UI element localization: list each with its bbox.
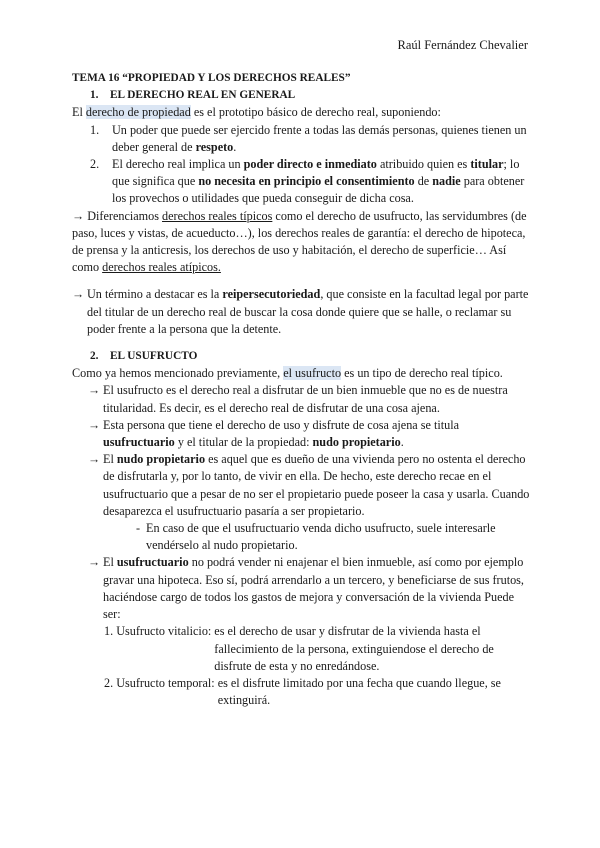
section-1-heading bbox=[72, 87, 532, 104]
author-name: Raúl Fernández Chevalier bbox=[397, 38, 528, 52]
document-title: TEMA 16 “PROPIEDAD Y LOS DERECHOS REALES” bbox=[72, 72, 351, 84]
bullet-item bbox=[88, 451, 532, 520]
list-text: El derecho real implica un poder directo e inmediato atribuido quien es titular; lo que significa que no necesita en principio el consentimiento de nadie para obtener los provechos o utilidades que pueda conseguir de dicha cosa. bbox=[112, 157, 525, 206]
usufruct-type-label: 1. Usufructo vitalicio: bbox=[104, 624, 212, 639]
section-2-number: 2. bbox=[90, 350, 99, 363]
underlined-term: derechos reales típicos bbox=[162, 208, 273, 223]
list-number: 2. bbox=[90, 157, 100, 172]
bullet-text: El usufructo es el derecho real a disfrutar de un bien inmueble que no es de nuestra titularidad. Es decir, es el derecho real de disfrutar de una cosa ajena. bbox=[103, 383, 508, 415]
list-text: Un poder que puede ser ejercido frente a todas las demás personas, quienes tienen un deber general de respeto. bbox=[112, 122, 527, 154]
arrow-icon: → bbox=[88, 452, 101, 467]
usufruct-type-item bbox=[104, 623, 532, 675]
dash-item bbox=[136, 520, 532, 554]
bullet-item bbox=[88, 417, 532, 451]
arrow-icon: → bbox=[88, 383, 101, 398]
list-number: 1. bbox=[90, 122, 100, 137]
section-2-heading bbox=[72, 348, 532, 365]
dash-text: En caso de que el usufructuario venda dicho usufructo, suele interesarle vendérselo al nudo propietario. bbox=[146, 521, 496, 553]
usufruct-type-text: es el disfrute limitado por una fecha que cuando llegue, se extinguirá. bbox=[217, 675, 501, 708]
bullet-text: Esta persona que tiene el derecho de uso y disfrute de cosa ajena se titula usufructuario y el titular de la propiedad: nudo propietario. bbox=[103, 417, 460, 450]
underlined-term: derechos reales atípicos. bbox=[102, 260, 221, 275]
usufruct-type-item bbox=[104, 675, 532, 709]
highlighted-term: derecho de propiedad bbox=[85, 105, 191, 120]
usufruct-type-text: es el derecho de usar y disfrutar de la vivienda hasta el fallecimiento de la persona, extinguiendose el derecho de disfrute de esta y no enredándose. bbox=[214, 624, 494, 673]
dash-icon: - bbox=[136, 521, 141, 536]
reipersecutoriedad-paragraph: → Un término a destacar es la reipersecutoriedad, que consiste en la facultad legal por parte del titular de un derecho real de buscar la cosa donde quiere que se halle, o reclamar su poder frente a la persona que la detente. bbox=[72, 286, 532, 338]
section-1-intro bbox=[72, 104, 532, 121]
highlighted-term: el usufructo bbox=[283, 366, 342, 381]
arrow-icon: → bbox=[72, 208, 85, 223]
list-item bbox=[90, 122, 532, 156]
section-2-title: EL USUFRUCTO bbox=[110, 350, 198, 363]
section-1-number: 1. bbox=[90, 89, 99, 102]
diff-paragraph: → Diferenciamos derechos reales típicos como el derecho de usufructo, las servidumbres (de paso, luces y vistas, de acueducto…), los derechos reales de garantía: el derecho de hipoteca, de prensa y la anticresis, los derechos de uso y habitación, el derecho de superficie… Así como derechos reales atípicos. bbox=[72, 208, 527, 275]
bullet-text: El usufructuario no podrá vender ni enajenar el bien inmueble, así como por ejemplo gravar una hipoteca. Eso sí, podrá arrendarlo a un tercero, y beneficiarse de sus frutos, haciéndose cargo de todos los gastos de mejora y conversación de la vivienda Puede ser: bbox=[103, 555, 524, 622]
section-2-intro: Como ya hemos mencionado previamente, el usufructo es un tipo de derecho real típico. bbox=[72, 366, 503, 381]
bullet-item bbox=[88, 554, 532, 623]
list-item bbox=[90, 156, 532, 208]
section-1-title: EL DERECHO REAL EN GENERAL bbox=[110, 89, 296, 102]
arrow-icon: → bbox=[72, 287, 85, 302]
bullet-item bbox=[88, 382, 532, 416]
document-body bbox=[72, 70, 532, 709]
arrow-icon: → bbox=[88, 417, 101, 432]
usufruct-type-label: 2. Usufructo temporal: bbox=[104, 675, 215, 690]
bullet-text: El nudo propietario es aquel que es dueño de una vivienda pero no ostenta el derecho de disfrutarla y, por lo tanto, de vivir en ella. De hecho, este derecho recae en el usufructuario que a pesar de no ser el propietario puede poseer la casa y usarla. Cuando desaparezca el usufructuario pasaría a ser propietario. bbox=[103, 452, 530, 518]
arrow-icon: → bbox=[88, 555, 101, 570]
intro-text: El bbox=[72, 105, 86, 120]
intro-text-end: es el prototipo básico de derecho real, suponiendo: bbox=[190, 105, 441, 120]
